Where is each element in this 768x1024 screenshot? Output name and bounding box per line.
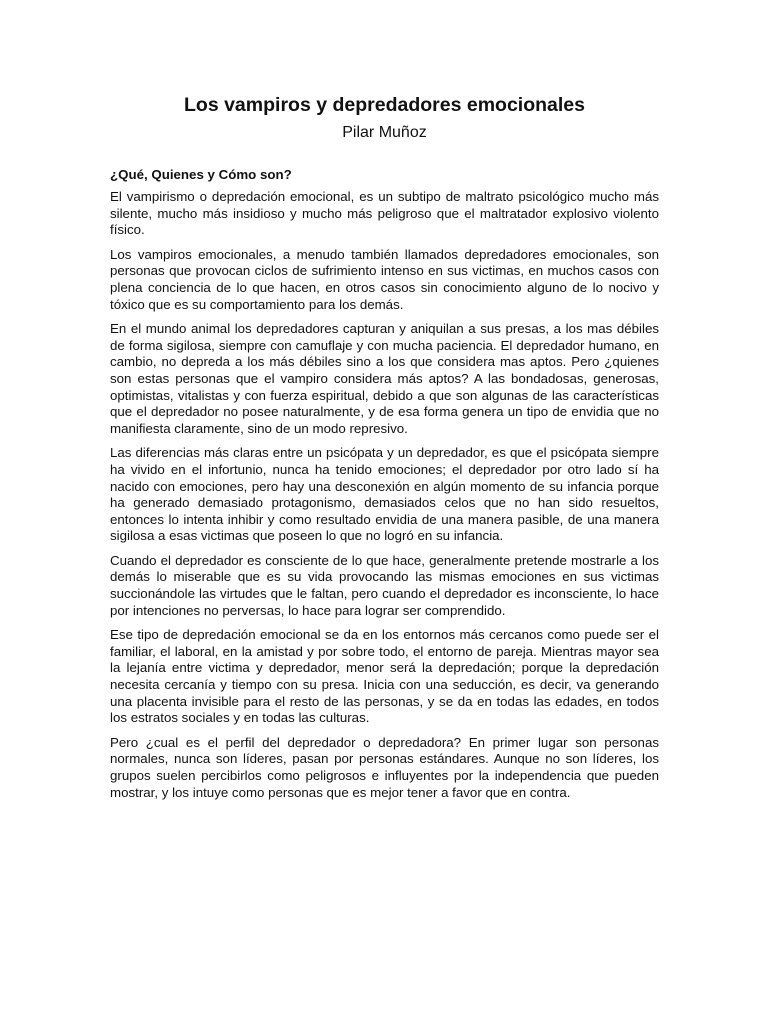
document-page (110, 92, 659, 801)
paragraph-3: En el mundo animal los depredadores capturan y aniquilan a sus presas, a los mas débiles de forma sigilosa, siempre con camuflaje y con mucha paciencia. El depredador humano, en cambio, no depreda a los más débiles sino a los que considera mas aptos. Pero ¿quienes son estas personas que el vampiro considera más aptos? A las bondadosas, generosas, optimistas, vitalistas y con fuerza espiritual, debido a que son algunas de las características que el depredador no posee naturalmente, y de esa forma genera un tipo de envidia que no manifiesta claramente, sino de un modo represivo. (110, 321, 659, 436)
paragraph-6: Ese tipo de depredación emocional se da en los entornos más cercanos como puede ser el familiar, el laboral, en la amistad y por sobre todo, el entorno de pareja. Mientras mayor sea la lejanía entre victima y depredador, menor será la depredación; porque la depredación necesita cercanía y tiempo con su presa. Inicia con una seducción, es decir, va generando una placenta invisible para el resto de las personas, y se da en todas las edades, en todos los estratos sociales y en todas las culturas. (110, 627, 659, 726)
paragraph-5: Cuando el depredador es consciente de lo que hace, generalmente pretende mostrarle a los demás lo miserable que es su vida provocando las mismas emociones en sus victimas succionándole las virtudes que le faltan, pero cuando el depredador es inconsciente, lo hace por intenciones no perversas, lo hace para lograr ser comprendido. (110, 552, 659, 618)
paragraph-1: El vampirismo o depredación emocional, es un subtipo de maltrato psicológico mucho más silente, mucho más insidioso y mucho más peligroso que el maltratador explosivo violento físico. (110, 189, 659, 238)
document-title: Los vampiros y depredadores emocionales (184, 94, 585, 116)
paragraph-2: Los vampiros emocionales, a menudo también llamados depredadores emocionales, son personas que provocan ciclos de sufrimiento intenso en sus victimas, en muchos casos con plena conciencia de lo que hacen, en otros casos sin conocimiento alguno de lo nocivo y tóxico que es su comportamiento para los demás. (110, 246, 659, 312)
paragraph-4: Las diferencias más claras entre un psicópata y un depredador, es que el psicópata siempre ha vivido en el infortunio, nunca ha tenido emociones; el depredador por otro lado sí ha nacido con emociones, pero hay una desconexión en algún momento de su infancia porque ha generado demasiado protagonismo, demasiados celos que no han sido resueltos, entonces lo intenta inhibir y como resultado envidia de una manera pasible, de una manera sigilosa a esas victimas que poseen lo que no logró en su infancia. (110, 445, 659, 544)
paragraph-7: Pero ¿cual es el perfil del depredador o depredadora? En primer lugar son personas normales, nunca son líderes, pasan por personas estándares. Aunque no son líderes, los grupos suelen percibirlos como peligrosos e influyentes por la independencia que pueden mostrar, y los intuye como personas que es mejor tener a favor que en contra. (110, 734, 659, 800)
section-heading: ¿Qué, Quienes y Cómo son? (110, 167, 292, 182)
document-author: Pilar Muñoz (342, 124, 427, 141)
